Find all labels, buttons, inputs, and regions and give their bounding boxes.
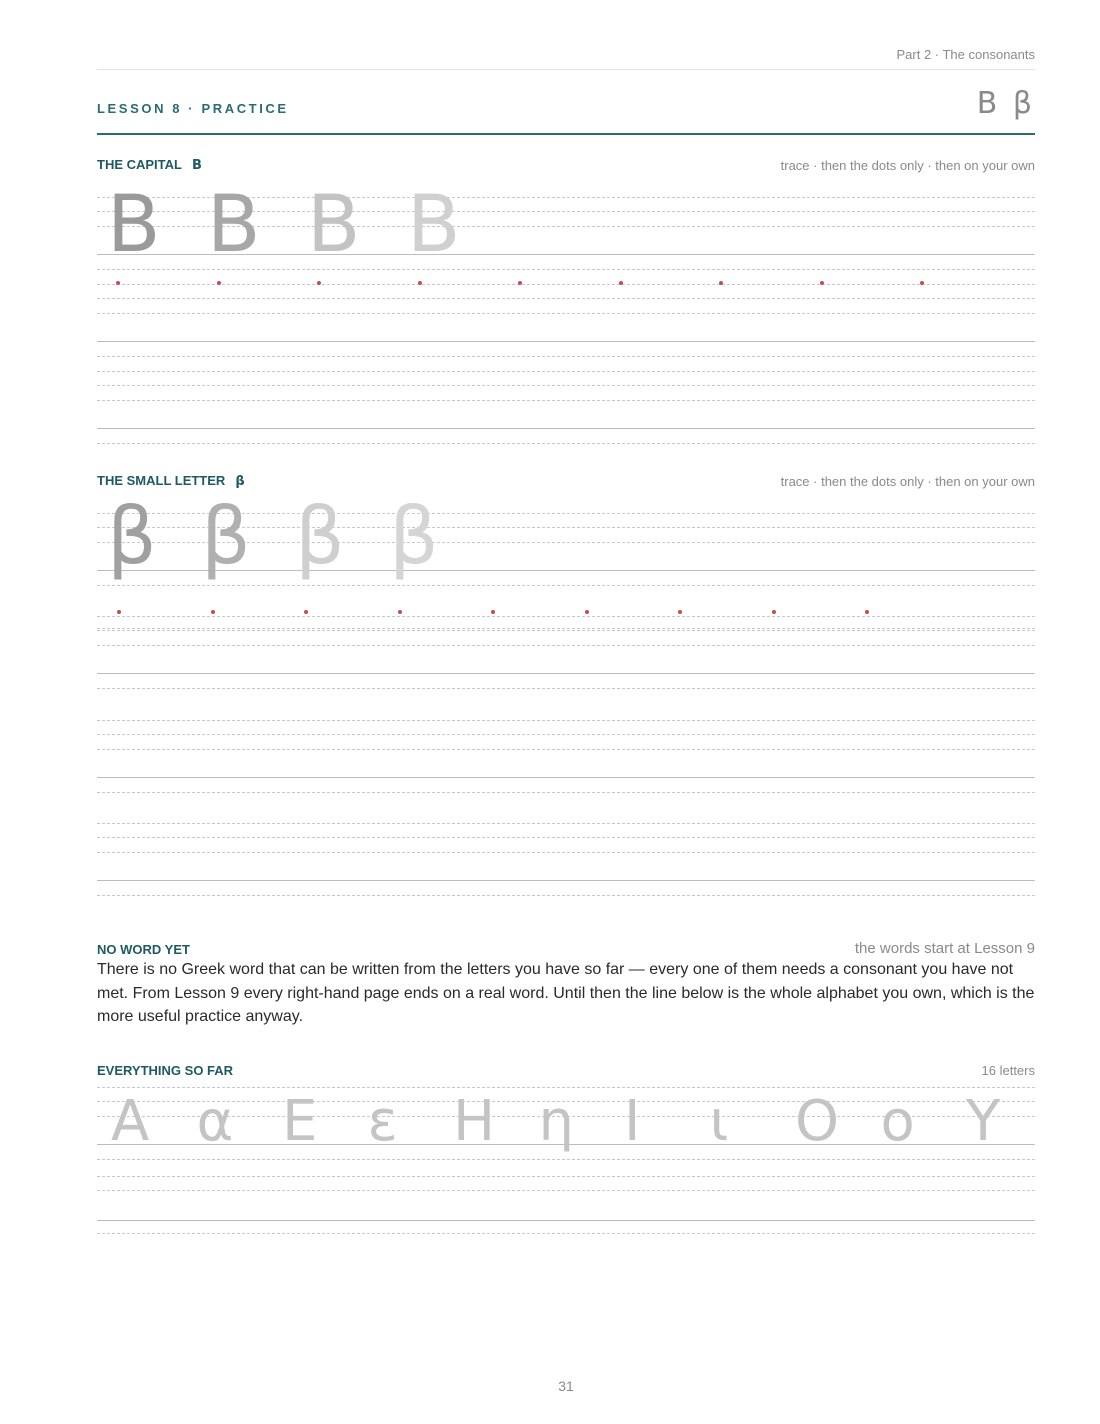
start-dot xyxy=(211,610,215,614)
trace-letter: ε xyxy=(367,1089,398,1154)
trace-letter: ο xyxy=(880,1089,915,1154)
guide-line xyxy=(97,688,1035,689)
start-dot xyxy=(217,281,221,285)
guide-line xyxy=(97,837,1035,838)
guide-line xyxy=(97,298,1035,299)
baseline-rule xyxy=(97,673,1035,674)
start-dot xyxy=(585,610,589,614)
no-word-paragraph: There is no Greek word that can be written from the letters you have so far — every one of them needs a consonant you have not met. From Lesson 9 every right-hand page ends on a real word. Until then the line below is the whole alphabet you own, which is the more useful practice anyway. xyxy=(97,961,1035,1025)
trace-letter: Β xyxy=(207,180,261,270)
guide-line xyxy=(97,1159,1035,1160)
baseline-rule xyxy=(97,880,1035,881)
guide-line xyxy=(97,720,1035,721)
guide-line xyxy=(97,823,1035,824)
trace-letter: Α xyxy=(111,1089,150,1154)
guide-line xyxy=(97,645,1035,646)
guide-line xyxy=(97,616,1035,617)
start-dot xyxy=(719,281,723,285)
guide-line xyxy=(97,792,1035,793)
trace-letter: ι xyxy=(709,1089,729,1154)
capital-title-text: THE CAPITAL xyxy=(97,157,182,172)
trace-letter: Ε xyxy=(282,1089,318,1154)
no-word-title: NO WORD YET xyxy=(97,942,190,957)
start-dot xyxy=(619,281,623,285)
trace-letter: α xyxy=(196,1089,234,1154)
baseline-rule xyxy=(97,428,1035,429)
guide-line xyxy=(97,1087,1035,1088)
trace-letter: Β xyxy=(307,180,361,270)
trace-letter: Ο xyxy=(795,1089,840,1154)
guide-line xyxy=(97,400,1035,401)
guide-line xyxy=(97,284,1035,285)
start-dot xyxy=(518,281,522,285)
start-dot xyxy=(865,610,869,614)
guide-line xyxy=(97,1176,1035,1177)
guide-line xyxy=(97,1233,1035,1234)
guide-line xyxy=(97,443,1035,444)
capital-section-title xyxy=(97,157,202,173)
capital-title-glyph: Β xyxy=(191,158,202,173)
capital-hint: trace · then the dots only · then on your own xyxy=(780,158,1035,173)
trace-letter: β xyxy=(295,492,345,582)
guide-line xyxy=(97,313,1035,314)
start-dot xyxy=(117,610,121,614)
trace-letter: Ι xyxy=(624,1089,641,1154)
small-section-title xyxy=(97,473,245,489)
guide-line xyxy=(97,749,1035,750)
lesson-glyphs: Β β xyxy=(976,86,1035,121)
trace-letter: Β xyxy=(107,180,161,270)
small-title-text: THE SMALL LETTER xyxy=(97,473,226,488)
guide-line xyxy=(97,852,1035,853)
page-number: 31 xyxy=(558,1378,574,1394)
baseline-rule xyxy=(97,777,1035,778)
baseline-rule xyxy=(97,1220,1035,1221)
guide-line xyxy=(97,895,1035,896)
lesson-label: LESSON 8 · PRACTICE xyxy=(97,101,289,116)
start-dot xyxy=(772,610,776,614)
no-word-hint: the words start at Lesson 9 xyxy=(854,940,1035,957)
start-dot xyxy=(304,610,308,614)
start-dot xyxy=(920,281,924,285)
worksheet-page xyxy=(97,0,1035,1424)
everything-hint: 16 letters xyxy=(981,1063,1035,1078)
guide-line xyxy=(97,371,1035,372)
running-head: Part 2 · The consonants xyxy=(97,47,1035,70)
baseline-rule xyxy=(97,341,1035,342)
small-title-glyph: β xyxy=(235,474,245,489)
everything-title: EVERYTHING SO FAR xyxy=(97,1063,234,1078)
trace-letter: β xyxy=(389,492,439,582)
lesson-rule xyxy=(97,133,1035,135)
small-hint: trace · then the dots only · then on your own xyxy=(780,474,1035,489)
trace-letter: η xyxy=(538,1089,574,1154)
trace-letter: Β xyxy=(407,180,461,270)
start-dot xyxy=(820,281,824,285)
guide-line xyxy=(97,585,1035,586)
trace-letter: β xyxy=(201,492,251,582)
guide-line xyxy=(97,356,1035,357)
start-dot xyxy=(398,610,402,614)
trace-letter: β xyxy=(107,492,157,582)
start-dot xyxy=(116,281,120,285)
guide-line xyxy=(97,630,1035,631)
start-dot xyxy=(317,281,321,285)
guide-line xyxy=(97,628,1035,629)
guide-line xyxy=(97,1190,1035,1191)
guide-line xyxy=(97,385,1035,386)
start-dot xyxy=(418,281,422,285)
trace-letter: Η xyxy=(453,1089,496,1154)
trace-letter: Υ xyxy=(966,1089,1001,1154)
start-dot xyxy=(491,610,495,614)
guide-line xyxy=(97,734,1035,735)
start-dot xyxy=(678,610,682,614)
